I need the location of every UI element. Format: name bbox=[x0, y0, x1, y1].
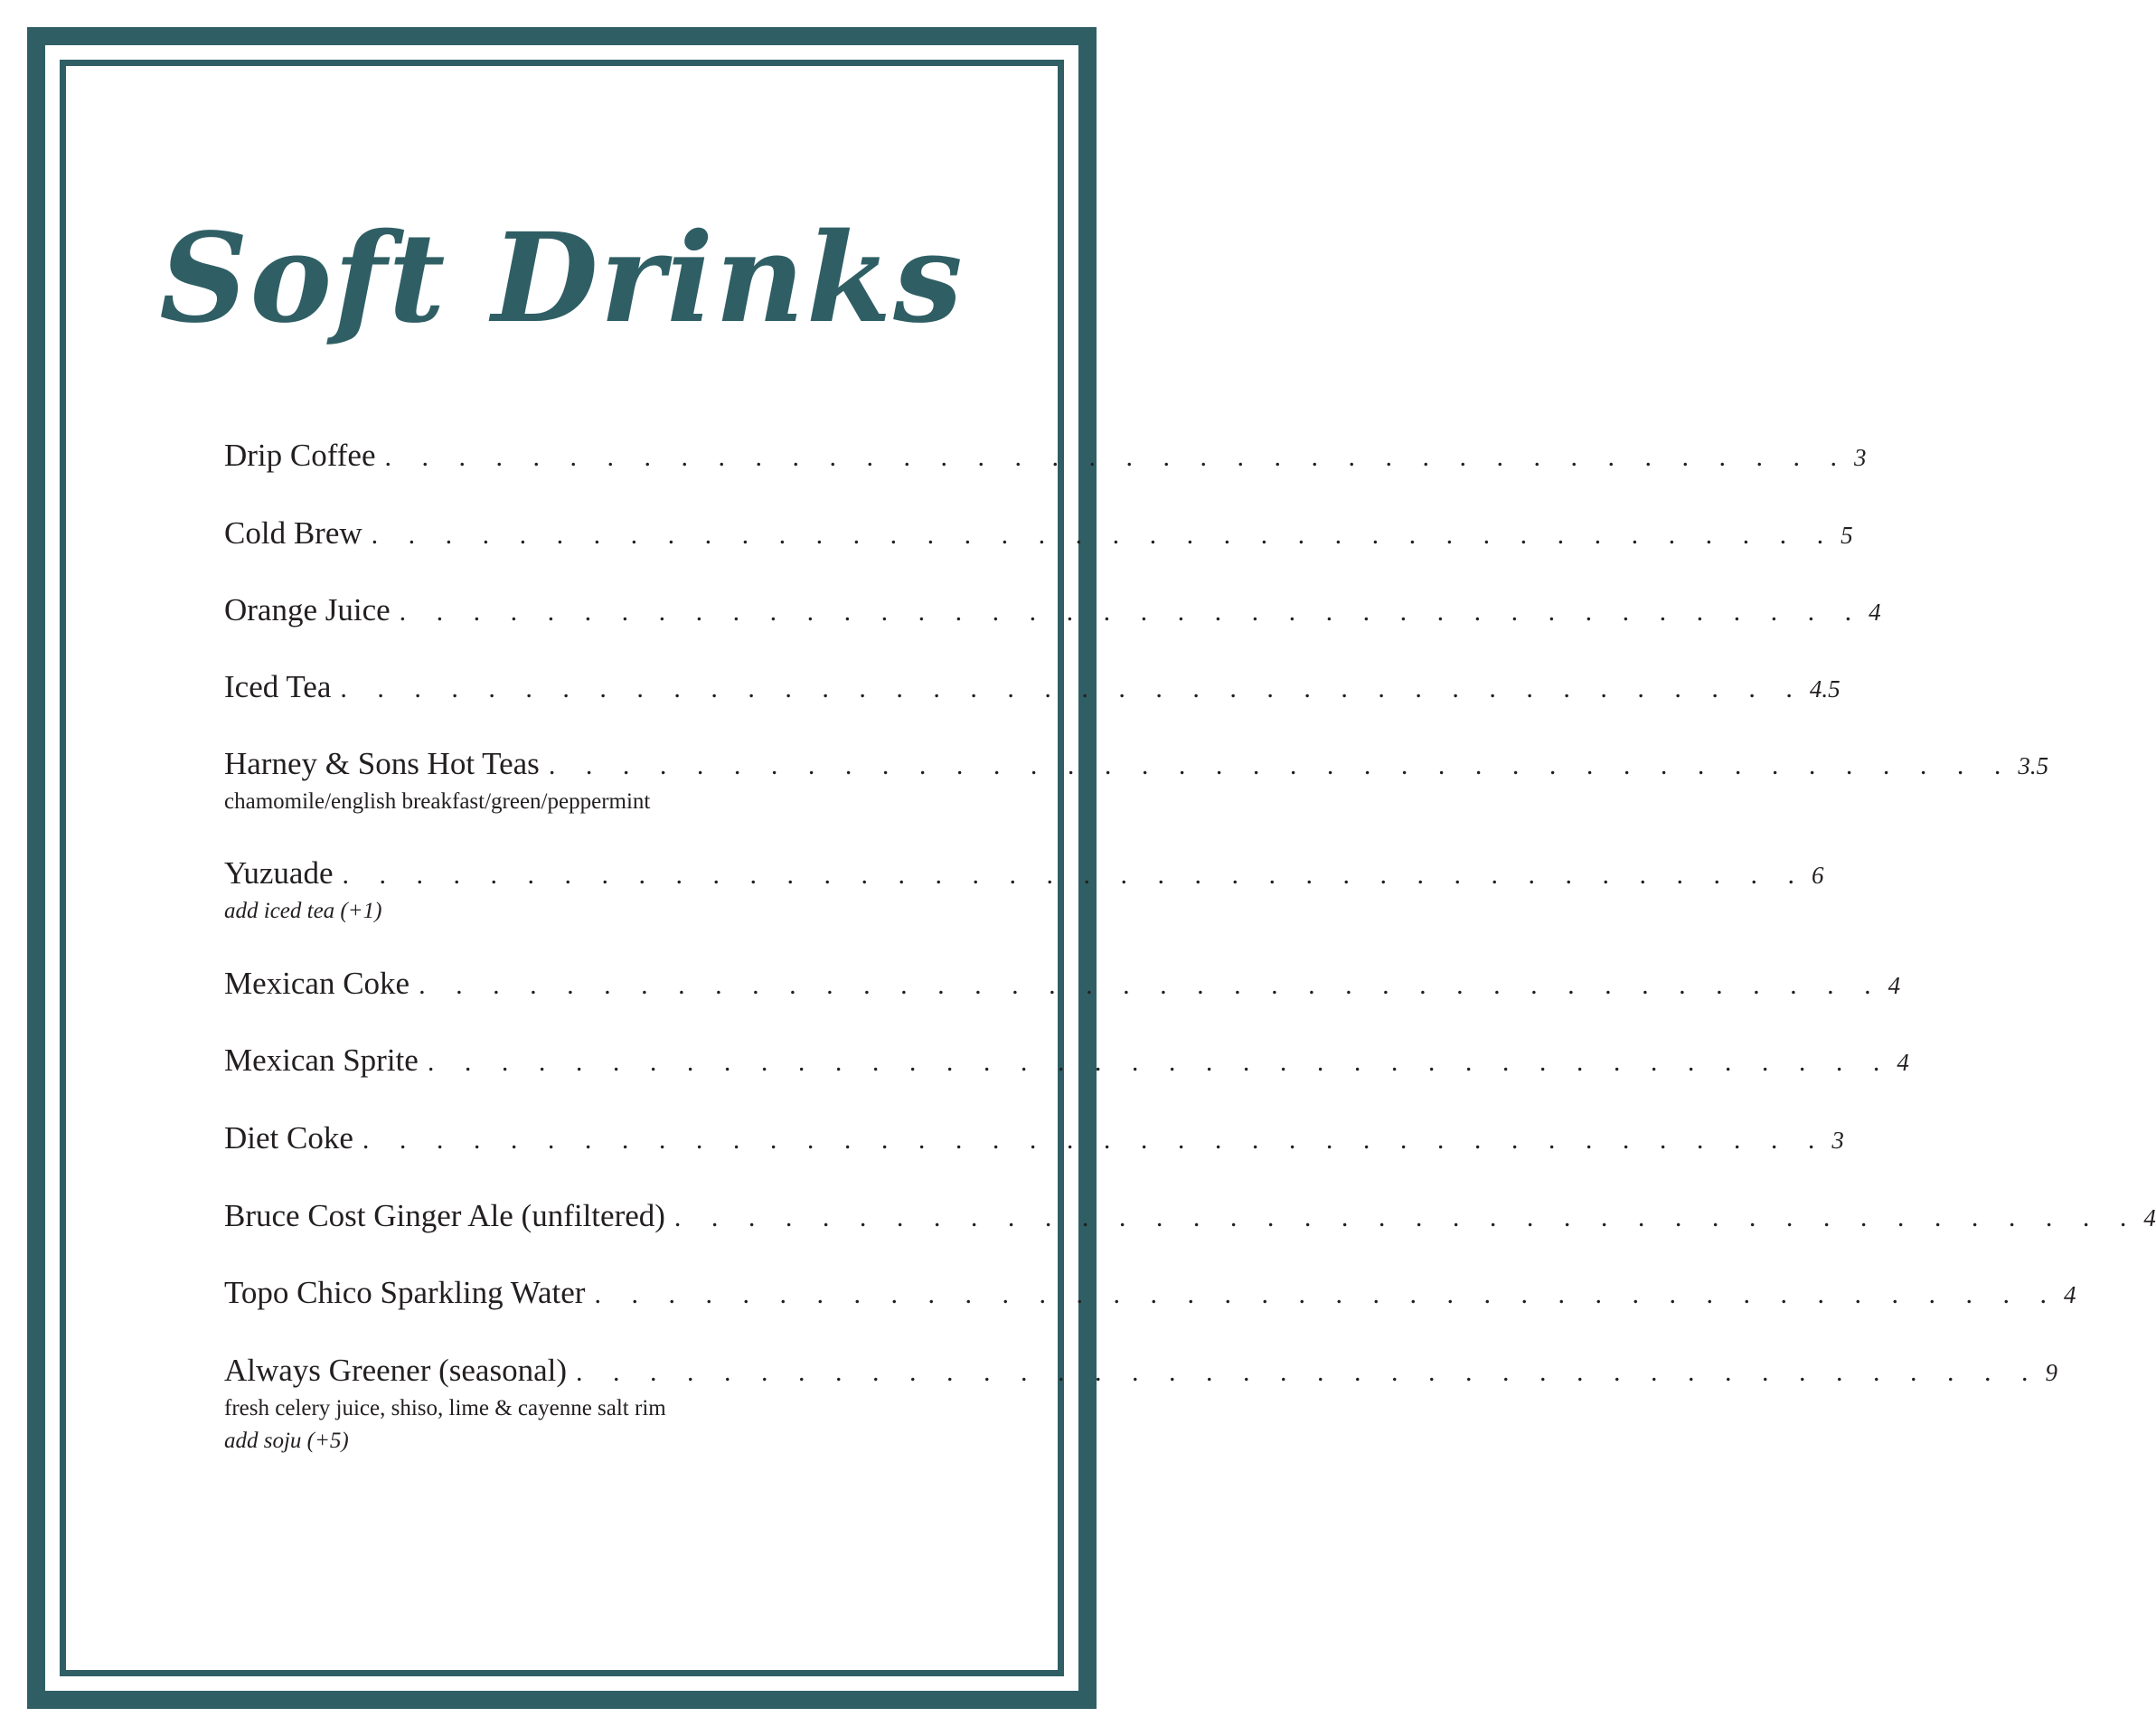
menu-item bbox=[224, 590, 1881, 632]
dot-leader: . . . . . . . . . . . . . . . . . . . . . . . . . . . . . . . . . . . . . . . . bbox=[548, 750, 2013, 780]
dot-leader: . . . . . . . . . . . . . . . . . . . . . . . . . . . . . . . . . . . . . . . . bbox=[576, 1357, 2040, 1387]
dot-leader: . . . . . . . . . . . . . . . . . . . . . . . . . . . . . . . . . . . . . . . . bbox=[371, 520, 1836, 550]
item-name: Mexican Coke bbox=[224, 966, 410, 1001]
item-price: 3 bbox=[1831, 1127, 1844, 1154]
item-name: Drip Coffee bbox=[224, 438, 376, 473]
menu-item bbox=[224, 1351, 2058, 1458]
item-price: 9 bbox=[2045, 1359, 2058, 1386]
item-name: Yuzuade bbox=[224, 855, 334, 891]
menu-title: Soft Drinks bbox=[159, 206, 965, 351]
item-name: Cold Brew bbox=[224, 515, 362, 551]
item-price: 6 bbox=[1812, 862, 1824, 889]
menu-item bbox=[224, 1196, 2156, 1238]
dot-leader: . . . . . . . . . . . . . . . . . . . . . . . . . . . . . . . . . . . . . . . . bbox=[419, 970, 1883, 1000]
menu-item bbox=[224, 667, 1841, 709]
item-price: 5 bbox=[1841, 522, 1853, 549]
item-name: Always Greener (seasonal) bbox=[224, 1353, 568, 1388]
dot-leader: . . . . . . . . . . . . . . . . . . . . . . . . . . . . . . . . . . . . . . . . bbox=[342, 860, 1807, 890]
dot-leader: . . . . . . . . . . . . . . . . . . . . . . . . . . . . . . . . . . . . . . . . bbox=[399, 597, 1864, 627]
item-price: 4 bbox=[2063, 1281, 2076, 1308]
dot-leader: . . . . . . . . . . . . . . . . . . . . . . . . . . . . . . . . . . . . . . . . bbox=[362, 1125, 1827, 1155]
item-price: 4.5 bbox=[1809, 675, 1841, 703]
item-name: Harney & Sons Hot Teas bbox=[224, 746, 540, 781]
dot-leader: . . . . . . . . . . . . . . . . . . . . . . . . . . . . . . . . . . . . . . . . bbox=[340, 674, 1804, 703]
menu-item bbox=[224, 514, 1853, 555]
menu-item bbox=[224, 1041, 1909, 1082]
menu-item bbox=[224, 1118, 1844, 1160]
menu-item bbox=[224, 964, 1901, 1005]
item-name: Mexican Sprite bbox=[224, 1043, 419, 1078]
dot-leader: . . . . . . . . . . . . . . . . . . . . . . . . . . . . . . . . . . . . . . . . bbox=[673, 1203, 2139, 1232]
dot-leader: . . . . . . . . . . . . . . . . . . . . . . . . . . . . . . . . . . . . . . . . bbox=[427, 1047, 1892, 1077]
item-note: add iced tea (+1) bbox=[224, 899, 382, 923]
item-description: fresh celery juice, shiso, lime & cayenne salt rim bbox=[224, 1396, 666, 1420]
menu-item bbox=[224, 436, 1867, 477]
menu-item bbox=[224, 1273, 2076, 1315]
item-name: Bruce Cost Ginger Ale (unfiltered) bbox=[224, 1198, 665, 1233]
item-note: add soju (+5) bbox=[224, 1429, 349, 1453]
dot-leader: . . . . . . . . . . . . . . . . . . . . . . . . . . . . . . . . . . . . . . . . bbox=[384, 442, 1849, 472]
item-name: Iced Tea bbox=[224, 669, 332, 704]
dot-leader: . . . . . . . . . . . . . . . . . . . . . . . . . . . . . . . . . . . . . . . . bbox=[594, 1279, 2058, 1309]
menu-item bbox=[224, 854, 1824, 928]
item-name: Diet Coke bbox=[224, 1120, 353, 1156]
menu-item bbox=[224, 744, 2049, 818]
item-price: 4 bbox=[1888, 972, 1901, 999]
menu-list bbox=[224, 0, 2156, 1736]
item-price: 3.5 bbox=[2018, 752, 2049, 779]
item-description: chamomile/english breakfast/green/peppermint bbox=[224, 789, 651, 814]
item-name: Orange Juice bbox=[224, 592, 391, 627]
item-price: 4 bbox=[2143, 1204, 2156, 1231]
item-price: 4 bbox=[1897, 1049, 1909, 1076]
item-name: Topo Chico Sparkling Water bbox=[224, 1275, 586, 1310]
item-price: 4 bbox=[1869, 599, 1881, 626]
item-price: 3 bbox=[1854, 444, 1867, 471]
